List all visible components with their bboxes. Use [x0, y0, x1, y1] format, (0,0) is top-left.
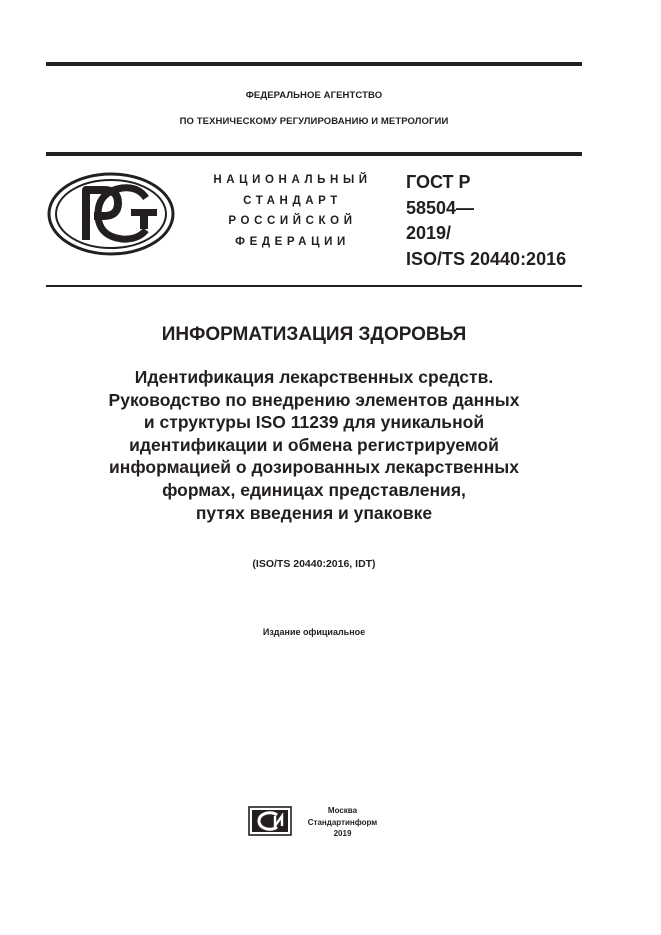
subtitle-line: формах, единицах представления, — [162, 479, 466, 500]
document-subtitle — [56, 366, 572, 524]
standard-type-line-1: НАЦИОНАЛЬНЫЙ — [213, 174, 372, 186]
middle-rule — [46, 152, 582, 156]
publisher-block — [300, 805, 385, 840]
iso-reference: (ISO/TS 20440:2016, IDT) — [252, 558, 376, 570]
designation-line-3: 2019/ — [406, 223, 452, 243]
standartinform-logo-icon — [248, 806, 292, 836]
subtitle-line: Идентификация лекарственных средств. — [134, 367, 494, 387]
publisher-year: 2019 — [333, 829, 352, 838]
standard-designation — [406, 170, 586, 272]
rst-certification-mark-icon — [46, 172, 176, 256]
standard-type-line-3: РОССИЙСКОЙ — [228, 215, 357, 227]
standard-type-line-2: СТАНДАРТ — [243, 194, 342, 207]
designation-line-1: ГОСТ Р — [406, 172, 471, 192]
bottom-rule — [46, 285, 582, 287]
top-rule — [46, 62, 582, 66]
subtitle-line: информацией о дозированных лекарственных — [109, 457, 519, 478]
designation-line-2: 58504— — [406, 197, 475, 218]
publisher-name: Стандартинформ — [307, 817, 378, 827]
publisher-city: Москва — [327, 806, 358, 815]
edition-note: Издание официальное — [262, 627, 366, 637]
standard-type — [200, 170, 385, 252]
agency-line-1: ФЕДЕРАЛЬНОЕ АГЕНТСТВО — [245, 90, 383, 101]
subtitle-line: путях введения и упаковке — [195, 502, 433, 523]
document-title: ИНФОРМАТИЗАЦИЯ ЗДОРОВЬЯ — [161, 324, 467, 345]
subtitle-line: идентификации и обмена регистрируемой — [129, 434, 499, 455]
subtitle-line: и структуры ISO 11239 для уникальной — [143, 412, 485, 433]
designation-line-4: ISO/TS 20440:2016 — [406, 248, 567, 269]
subtitle-line: Руководство по внедрению элементов данных — [108, 389, 520, 410]
agency-line-2: ПО ТЕХНИЧЕСКОМУ РЕГУЛИРОВАНИЮ И МЕТРОЛОГИИ — [179, 116, 449, 127]
standard-type-line-4: ФЕДЕРАЦИИ — [235, 235, 350, 248]
